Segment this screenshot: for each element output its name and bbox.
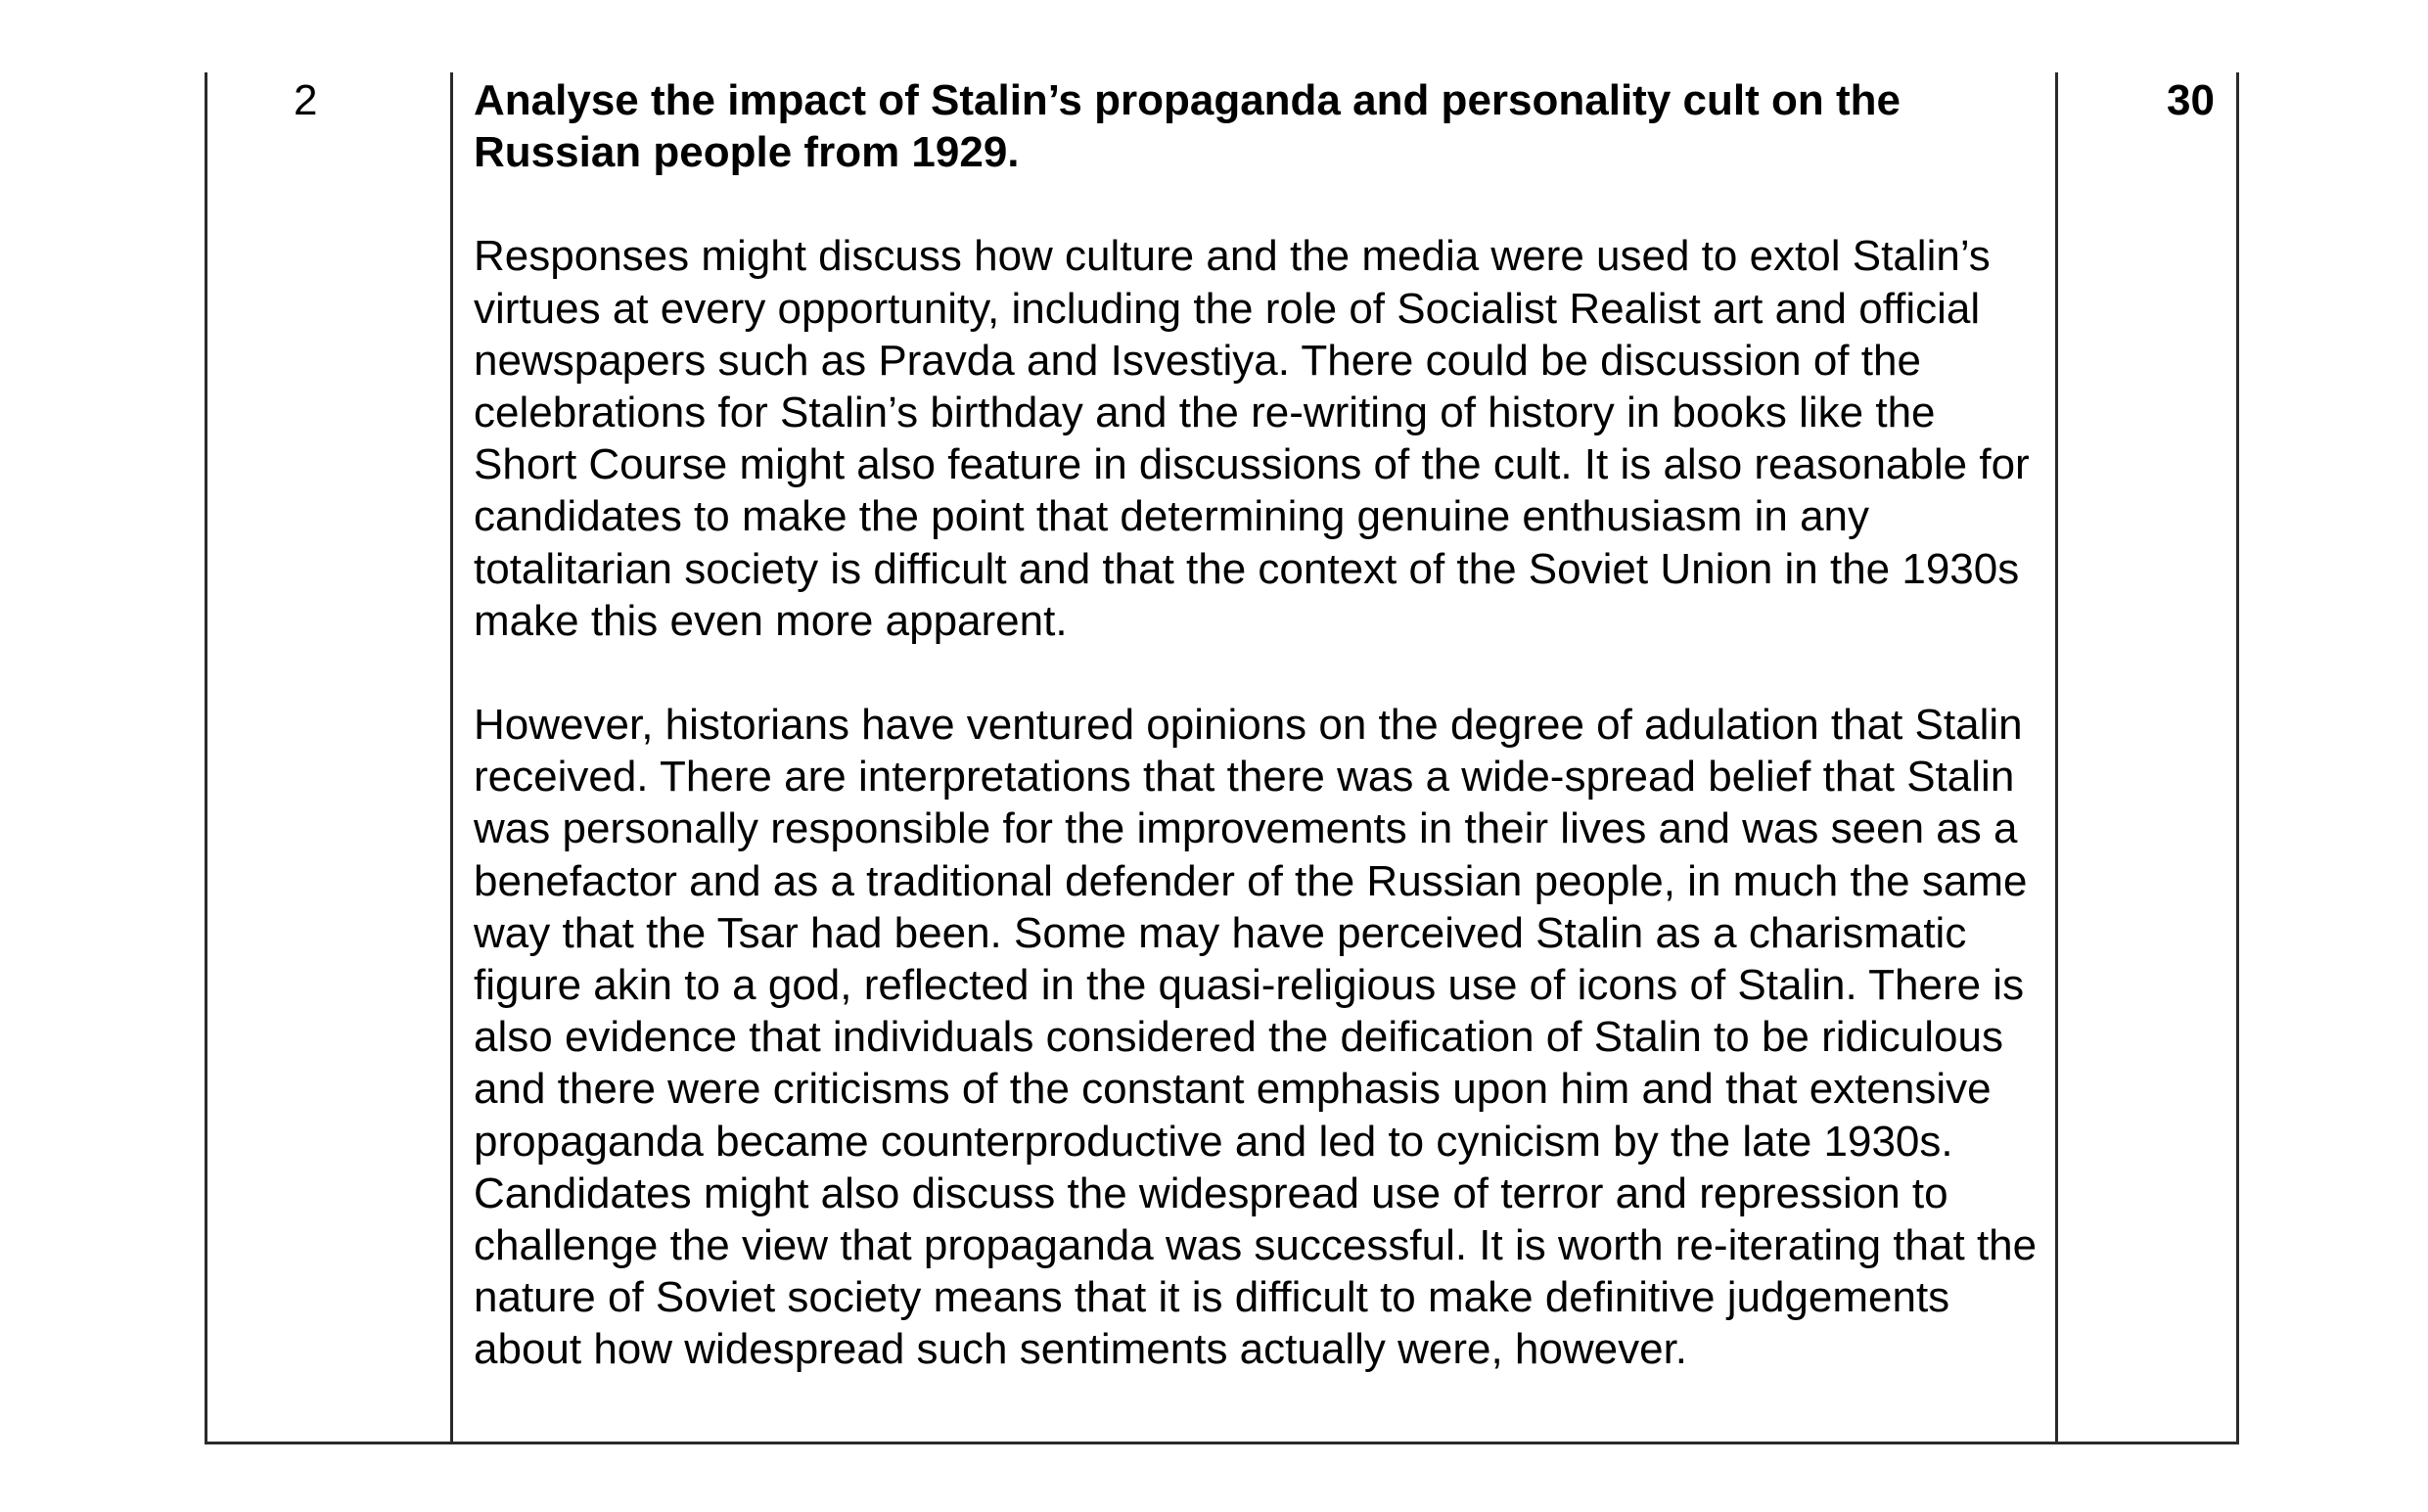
guidance-paragraph-1: Responses might discuss how culture and the media were used to extol Stalin’s virtues at every opportunity, including the role of Socialist Realist art and official newspapers such as Pravda and Isvestiya. There could be discussion of the celebrations for Stalin’s birthday and the re-writing of history in books like the Short Course might also feature in discussions of the cult. It is also reasonable for candidates to make the point that determining genuine enthusiasm in any totalitarian society is difficult and that the context of the Soviet Union in the 1930s make this even more apparent.	[474, 232, 2030, 645]
question-number: 2	[294, 76, 318, 124]
question-marks: 30	[2167, 76, 2215, 124]
guidance-paragraph-2: However, historians have ventured opinions on the degree of adulation that Stalin received. There are interpretations that there was a wide-spread belief that Stalin was personally responsible for the improvements in their lives and was seen as a benefactor and as a traditional defender of the Russian people, in much the same way that the Tsar had been. Some may have perceived Stalin as a charismatic figure akin to a god, reflected in the quasi-religious use of icons of Stalin. There is also evidence that individuals considered the deification of Stalin to be ridiculous and there were criticisms of the constant emphasis upon him and that extensive propaganda became counterproductive and led to cynicism by the late 1930s. Candidates might also discuss the widespread use of terror and repression to challenge the view that propaganda was successful. It is worth re-iterating that the nature of Soviet society means that it is difficult to make definitive judgements about how widespread such sentiments actually were, however.	[474, 701, 2038, 1374]
mark-scheme-table-row	[205, 72, 2239, 1444]
question-text: Analyse the impact of Stalin’s propaganda and personality cult on the Russian people from 1929.	[474, 76, 1901, 177]
column-divider	[2055, 72, 2058, 1442]
column-divider	[450, 72, 453, 1442]
question-content-cell	[474, 74, 2039, 1376]
